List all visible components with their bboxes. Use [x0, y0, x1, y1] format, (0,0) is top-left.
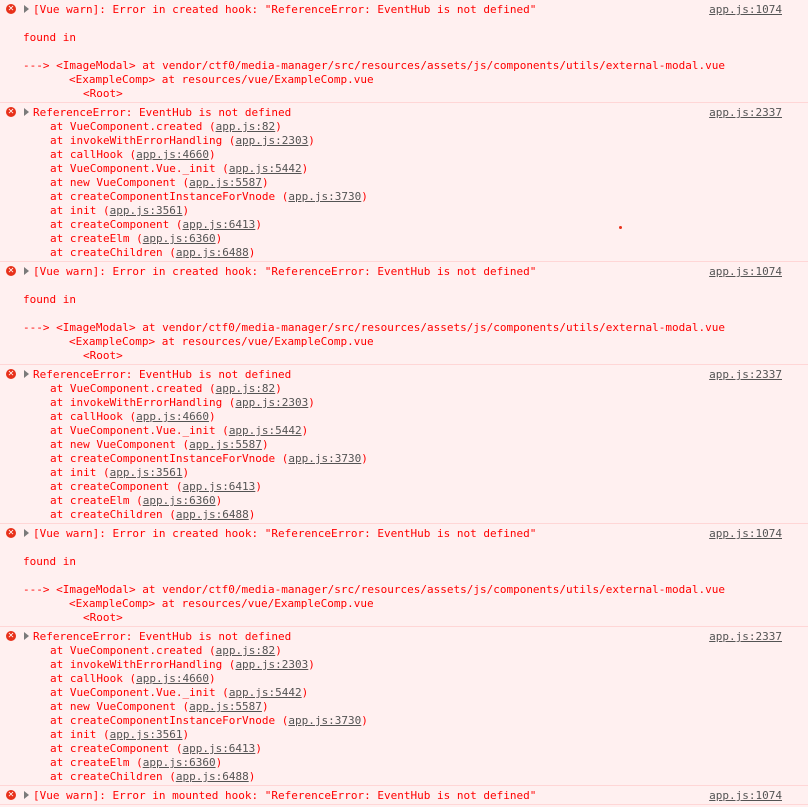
stack-frame — [0, 714, 808, 728]
stack-frame-function: at callHook ( — [50, 410, 137, 423]
stack-frame — [0, 190, 808, 204]
stack-frame-function: at new VueComponent ( — [50, 438, 190, 451]
stack-frame-close-paren: ) — [361, 190, 368, 203]
component-trace-line: <ExampleComp> at resources/vue/ExampleComp.vue — [69, 335, 374, 348]
stack-frame-close-paren: ) — [261, 700, 269, 713]
error-circle-icon: ✕ — [7, 631, 15, 640]
error-circle-icon: ✕ — [7, 266, 15, 275]
stack-frame-source-link[interactable]: app.js:4660 — [136, 410, 209, 423]
expand-triangle-icon[interactable] — [24, 529, 29, 537]
stack-frame-close-paren: ) — [361, 714, 368, 727]
stack-frame-source-link[interactable]: app.js:6488 — [175, 770, 249, 783]
stack-frame-source-link[interactable]: app.js:3730 — [288, 190, 362, 203]
stack-frame-function: at callHook ( — [50, 148, 137, 161]
stack-frame-close-paren: ) — [182, 728, 190, 741]
stack-frame-close-paren: ) — [208, 148, 216, 161]
stack-frame — [0, 162, 808, 176]
console-message-header — [0, 106, 808, 120]
component-trace-line: <Root> — [83, 349, 123, 362]
console-message-header — [0, 527, 808, 541]
stack-frame — [0, 218, 808, 232]
component-trace-line: <ExampleComp> at resources/vue/ExampleComp.vue — [69, 597, 374, 610]
stack-frame-close-paren: ) — [308, 658, 315, 671]
stack-frame-source-link[interactable]: app.js:3561 — [109, 204, 183, 217]
stack-frame — [0, 246, 808, 260]
stack-frame-source-link[interactable]: app.js:2303 — [235, 658, 309, 671]
stack-frame — [0, 424, 808, 438]
stack-frame — [0, 742, 808, 756]
console-message-vue-warn[interactable] — [0, 0, 808, 103]
console-message-text: [Vue warn]: Error in created hook: "ReferenceError: EventHub is not defined" — [33, 527, 537, 540]
stack-frame-source-link[interactable]: app.js:6413 — [182, 742, 256, 755]
stack-frame-function: at createComponentInstanceForVnode ( — [50, 452, 289, 465]
stack-frame-function: at createChildren ( — [50, 246, 176, 259]
stack-frame-close-paren: ) — [255, 480, 262, 493]
console-message-reference-error[interactable] — [0, 627, 808, 786]
stack-frame-function: at new VueComponent ( — [50, 176, 190, 189]
stack-frame-close-paren: ) — [215, 756, 223, 769]
expand-triangle-icon[interactable] — [24, 632, 29, 640]
stack-frame-function: at new VueComponent ( — [50, 700, 190, 713]
stack-frame-source-link[interactable]: app.js:5587 — [189, 438, 262, 451]
source-link[interactable]: app.js:1074 — [709, 789, 782, 802]
stack-frame-function: at init ( — [50, 466, 110, 479]
stack-frame-close-paren: ) — [182, 466, 190, 479]
stack-frame — [0, 480, 808, 494]
stack-frame-source-link[interactable]: app.js:6360 — [142, 756, 216, 769]
component-trace-line: ---> <ImageModal> at vendor/ctf0/media-manager/src/resources/assets/js/components/utils/external-modal.vue — [23, 583, 725, 596]
stack-frame — [0, 658, 808, 672]
console-message-text: ReferenceError: EventHub is not defined — [33, 368, 292, 381]
stack-frame — [0, 134, 808, 148]
stack-frame-source-link[interactable]: app.js:2303 — [235, 134, 309, 147]
stack-frame-function: at init ( — [50, 728, 110, 741]
stack-frame-source-link[interactable]: app.js:5442 — [228, 162, 302, 175]
stack-frame — [0, 700, 808, 714]
stack-frame-close-paren: ) — [261, 176, 269, 189]
stack-frame-function: at VueComponent.Vue._init ( — [50, 686, 229, 699]
console-message-vue-warn[interactable] — [0, 262, 808, 365]
stack-frame-function: at createElm ( — [50, 756, 143, 769]
stack-frame-source-link[interactable]: app.js:5587 — [189, 700, 262, 713]
stack-frame-function: at callHook ( — [50, 672, 137, 685]
stack-frame-source-link[interactable]: app.js:6488 — [175, 246, 249, 259]
stack-frame-function: at invokeWithErrorHandling ( — [50, 396, 236, 409]
stack-frame-source-link[interactable]: app.js:82 — [215, 644, 276, 657]
expand-triangle-icon[interactable] — [24, 370, 29, 378]
stack-frame-close-paren: ) — [255, 218, 262, 231]
found-in-label: found in — [23, 555, 76, 568]
stack-frame — [0, 686, 808, 700]
stack-frame-close-paren: ) — [308, 396, 315, 409]
stack-frame-function: at VueComponent.Vue._init ( — [50, 162, 229, 175]
expand-triangle-icon[interactable] — [24, 5, 29, 13]
component-trace-line: <Root> — [83, 87, 123, 100]
stack-frame-close-paren: ) — [215, 232, 223, 245]
source-link[interactable]: app.js:2337 — [709, 368, 782, 381]
error-circle-icon: ✕ — [7, 369, 15, 378]
stack-frame-close-paren: ) — [261, 438, 269, 451]
stack-frame-source-link[interactable]: app.js:4660 — [136, 672, 209, 685]
stack-frame — [0, 232, 808, 246]
console-message-header — [0, 368, 808, 382]
stack-frame-source-link[interactable]: app.js:4660 — [136, 148, 209, 161]
stack-frame-function: at createComponent ( — [50, 218, 183, 231]
stack-frame-source-link[interactable]: app.js:2303 — [235, 396, 309, 409]
stack-frame-function: at VueComponent.created ( — [50, 644, 216, 657]
stack-frame-source-link[interactable]: app.js:3561 — [109, 466, 183, 479]
found-in-label: found in — [23, 31, 76, 44]
stack-frame — [0, 494, 808, 508]
stack-frame-function: at createChildren ( — [50, 770, 176, 783]
stack-frame-source-link[interactable]: app.js:6488 — [175, 508, 249, 521]
stack-frame-close-paren: ) — [248, 770, 256, 783]
stack-frame-source-link[interactable]: app.js:82 — [215, 120, 276, 133]
stack-frame-function: at VueComponent.created ( — [50, 382, 216, 395]
stack-frame-close-paren: ) — [182, 204, 190, 217]
console-message-header — [0, 630, 808, 644]
stack-frame-close-paren: ) — [248, 246, 256, 259]
stack-frame-function: at createChildren ( — [50, 508, 176, 521]
stack-frame-close-paren: ) — [248, 508, 256, 521]
console-message-header — [0, 3, 808, 17]
stack-frame — [0, 770, 808, 784]
stack-frame — [0, 672, 808, 686]
stack-frame-function: at invokeWithErrorHandling ( — [50, 134, 236, 147]
stack-frame-source-link[interactable]: app.js:3730 — [288, 452, 362, 465]
console-message-vue-warn[interactable] — [0, 786, 808, 805]
component-trace-line: <ExampleComp> at resources/vue/ExampleComp.vue — [69, 73, 374, 86]
error-circle-icon: ✕ — [7, 528, 15, 537]
component-trace-line: ---> <ImageModal> at vendor/ctf0/media-manager/src/resources/assets/js/components/utils/external-modal.vue — [23, 321, 725, 334]
stack-frame-function: at createComponentInstanceForVnode ( — [50, 190, 289, 203]
expand-triangle-icon[interactable] — [24, 108, 29, 116]
stack-frame — [0, 410, 808, 424]
error-circle-icon: ✕ — [7, 107, 15, 116]
console-message-text: ReferenceError: EventHub is not defined — [33, 630, 292, 643]
stack-frame-function: at invokeWithErrorHandling ( — [50, 658, 236, 671]
expand-triangle-icon[interactable] — [24, 791, 29, 799]
stack-frame-close-paren: ) — [301, 686, 309, 699]
stack-frame — [0, 452, 808, 466]
stack-frame-close-paren: ) — [301, 424, 309, 437]
console-message-text: [Vue warn]: Error in mounted hook: "ReferenceError: EventHub is not defined" — [33, 789, 537, 802]
stack-frame — [0, 396, 808, 410]
console-message-header — [0, 265, 808, 279]
source-link[interactable]: app.js:1074 — [709, 265, 782, 278]
stack-frame-source-link[interactable]: app.js:82 — [215, 382, 276, 395]
stack-frame — [0, 382, 808, 396]
stack-frame-function: at createElm ( — [50, 232, 143, 245]
stray-dot-mark — [619, 226, 622, 229]
stack-frame-function: at VueComponent.created ( — [50, 120, 216, 133]
stack-frame-source-link[interactable]: app.js:6360 — [142, 494, 216, 507]
stack-frame-function: at createComponent ( — [50, 742, 183, 755]
stack-frame-close-paren: ) — [255, 742, 262, 755]
console-message-text: [Vue warn]: Error in created hook: "ReferenceError: EventHub is not defined" — [33, 265, 537, 278]
stack-frame — [0, 466, 808, 480]
stack-frame-source-link[interactable]: app.js:5442 — [228, 424, 302, 437]
stack-frame-close-paren: ) — [208, 672, 216, 685]
console-message-reference-error[interactable] — [0, 365, 808, 524]
component-trace-line: ---> <ImageModal> at vendor/ctf0/media-manager/src/resources/assets/js/components/utils/external-modal.vue — [23, 59, 725, 72]
stack-frame — [0, 756, 808, 770]
stack-frame — [0, 438, 808, 452]
stack-frame — [0, 148, 808, 162]
console-message-text: [Vue warn]: Error in created hook: "ReferenceError: EventHub is not defined" — [33, 3, 537, 16]
source-link[interactable]: app.js:2337 — [709, 106, 782, 119]
stack-frame-source-link[interactable]: app.js:3730 — [288, 714, 362, 727]
stack-frame-function: at VueComponent.Vue._init ( — [50, 424, 229, 437]
stack-frame — [0, 120, 808, 134]
component-trace-line: <Root> — [83, 611, 123, 624]
stack-frame-close-paren: ) — [361, 452, 368, 465]
stack-frame-close-paren: ) — [208, 410, 216, 423]
stack-frame-source-link[interactable]: app.js:6360 — [142, 232, 216, 245]
stack-frame-close-paren: ) — [301, 162, 309, 175]
stack-frame — [0, 508, 808, 522]
console-message-header — [0, 789, 808, 803]
stack-frame — [0, 644, 808, 658]
stack-frame-function: at createComponent ( — [50, 480, 183, 493]
source-link[interactable]: app.js:2337 — [709, 630, 782, 643]
console-message-reference-error[interactable] — [0, 103, 808, 262]
stack-frame-function: at init ( — [50, 204, 110, 217]
source-link[interactable]: app.js:1074 — [709, 527, 782, 540]
stack-frame-source-link[interactable]: app.js:5587 — [189, 176, 262, 189]
stack-frame — [0, 728, 808, 742]
stack-frame-source-link[interactable]: app.js:5442 — [228, 686, 302, 699]
found-in-label: found in — [23, 293, 76, 306]
stack-frame-function: at createElm ( — [50, 494, 143, 507]
error-circle-icon: ✕ — [7, 4, 15, 13]
stack-frame-close-paren: ) — [308, 134, 315, 147]
stack-frame-close-paren: ) — [215, 494, 223, 507]
console-message-text: ReferenceError: EventHub is not defined — [33, 106, 292, 119]
stack-frame — [0, 204, 808, 218]
stack-frame-close-paren: ) — [275, 382, 282, 395]
stack-frame-source-link[interactable]: app.js:6413 — [182, 218, 256, 231]
expand-triangle-icon[interactable] — [24, 267, 29, 275]
console-message-vue-warn[interactable] — [0, 524, 808, 627]
stack-frame-source-link[interactable]: app.js:6413 — [182, 480, 256, 493]
stack-frame-source-link[interactable]: app.js:3561 — [109, 728, 183, 741]
stack-frame-close-paren: ) — [275, 644, 282, 657]
source-link[interactable]: app.js:1074 — [709, 3, 782, 16]
stack-frame — [0, 176, 808, 190]
error-circle-icon: ✕ — [7, 790, 15, 799]
stack-frame-close-paren: ) — [275, 120, 282, 133]
stack-frame-function: at createComponentInstanceForVnode ( — [50, 714, 289, 727]
